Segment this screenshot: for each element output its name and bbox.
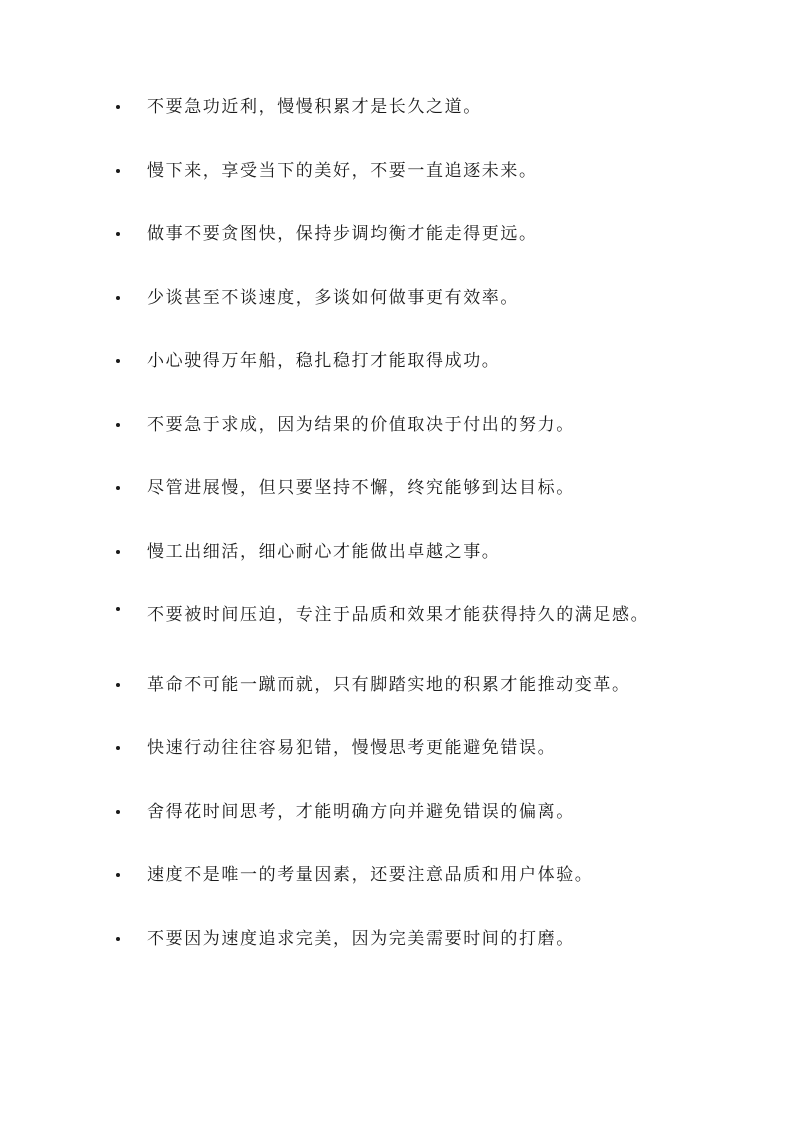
- list-item-text: 慢下来，享受当下的美好，不要一直追逐未来。: [147, 160, 538, 181]
- bullet-dot-icon: [116, 423, 120, 427]
- bullet-dot-icon: [116, 550, 120, 554]
- list-item: [116, 590, 696, 640]
- list-item-text: 不要被时间压迫，专注于品质和效果才能获得持久的满足感。: [147, 605, 650, 625]
- bullet-dot-icon: [116, 359, 120, 363]
- list-item: [116, 856, 696, 894]
- bullet-list: [116, 88, 696, 983]
- list-item-text: 少谈甚至不谈速度，多谈如何做事更有效率。: [147, 287, 519, 308]
- bullet-dot-icon: [116, 232, 120, 236]
- bullet-dot-icon: [116, 746, 120, 750]
- list-item: [116, 279, 696, 317]
- bullet-dot-icon: [116, 169, 120, 173]
- list-item-text: 小心驶得万年船，稳扎稳打才能取得成功。: [147, 351, 501, 371]
- list-item: [116, 920, 696, 958]
- bullet-dot-icon: [116, 105, 120, 109]
- list-item-text: 做事不要贪图快，保持步调均衡才能走得更远。: [147, 224, 538, 244]
- bullet-dot-icon: [116, 486, 120, 490]
- list-item: [116, 215, 696, 253]
- list-item: [116, 406, 696, 444]
- list-item: [116, 729, 696, 767]
- list-item-text: 不要急于求成，因为结果的价值取决于付出的努力。: [147, 414, 575, 435]
- list-item: [116, 533, 696, 571]
- list-item-text: 革命不可能一蹴而就，只有脚踏实地的积累才能推动变革。: [147, 674, 631, 695]
- list-item-text: 尽管进展慢，但只要坚持不懈，终究能够到达目标。: [147, 478, 575, 498]
- list-item-text: 慢工出细活，细心耐心才能做出卓越之事。: [147, 541, 501, 562]
- list-item-text: 不要急功近利，慢慢积累才是长久之道。: [147, 97, 482, 117]
- list-item-text: 不要因为速度追求完美，因为完美需要时间的打磨。: [147, 928, 575, 949]
- bullet-dot-icon: [116, 873, 120, 877]
- bullet-dot-icon: [116, 810, 120, 814]
- list-item: [116, 152, 696, 190]
- bullet-dot-icon: [116, 296, 120, 300]
- list-item: [116, 666, 696, 704]
- list-item: [116, 793, 696, 831]
- list-item: [116, 88, 696, 126]
- bullet-dot-icon: [116, 683, 120, 687]
- list-item: [116, 469, 696, 507]
- list-item: [116, 342, 696, 380]
- list-item-text: 速度不是唯一的考量因素，还要注意品质和用户体验。: [147, 865, 594, 885]
- list-item-text: 快速行动往往容易犯错，慢慢思考更能避免错误。: [147, 738, 557, 758]
- list-item-text: 舍得花时间思考，才能明确方向并避免错误的偏离。: [147, 801, 575, 822]
- bullet-dot-icon: [116, 607, 120, 611]
- bullet-dot-icon: [116, 937, 120, 941]
